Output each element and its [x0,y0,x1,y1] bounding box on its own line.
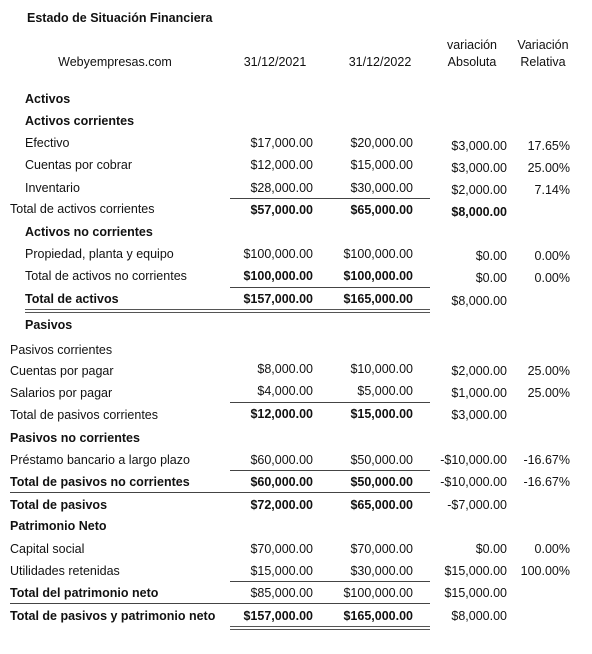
row-label-efectivo: Efectivo [25,136,70,150]
row-label-capital: Capital social [10,542,85,556]
row-2021-total-pas-no-corr: $60,000.00 [250,475,313,489]
row-2022-total-pas-no-corr: $50,000.00 [350,475,413,489]
row-abs-total-pas-corr: $3,000.00 [451,408,507,422]
row-2021-prestamo: $60,000.00 [250,453,313,467]
row-2021-total-act-corr: $57,000.00 [250,203,313,217]
section-activos: Activos [25,92,71,106]
col-header-rel-1: Variación [517,38,569,52]
row-2022-total-act-corr: $65,000.00 [350,203,413,217]
subtotal-rule [230,198,430,199]
row-2021-salarios: $4,000.00 [257,384,313,398]
row-abs-efectivo: $3,000.00 [451,139,507,153]
row-rel-efectivo: 17.65% [527,139,570,153]
row-2021-total-act-no-corr: $100,000.00 [243,269,313,283]
col-header-rel-2: Relativa [520,55,566,69]
row-abs-total-pasivos: -$7,000.00 [447,498,507,512]
total-double-rule [230,626,430,630]
subtotal-rule [230,287,430,288]
row-abs-cuentas-pagar: $2,000.00 [451,364,507,378]
subtotal-rule [230,470,430,471]
row-2022-total-pasivos: $65,000.00 [350,498,413,512]
row-2022-total-patrimonio: $100,000.00 [343,586,413,600]
row-abs-total-pas-no-corr: -$10,000.00 [440,475,507,489]
section-pasivos-no-corrientes: Pasivos no corrientes [10,431,140,445]
row-2022-inventario: $30,000.00 [350,181,413,195]
row-abs-total-act-corr: $8,000.00 [451,205,507,219]
row-label-inventario: Inventario [25,181,80,195]
row-rel-total-act-no-corr: 0.00% [534,271,570,285]
row-abs-propiedad: $0.00 [475,249,507,263]
section-pasivos: Pasivos [25,318,73,332]
row-2022-total-activos: $165,000.00 [343,292,413,306]
row-label-utilidades: Utilidades retenidas [10,564,120,578]
row-2021-propiedad: $100,000.00 [243,247,313,261]
row-label-total-pas-pat: Total de pasivos y patrimonio neto [10,609,216,623]
row-rel-total-pas-no-corr: -16.67% [523,475,570,489]
row-label-total-act-corr: Total de activos corrientes [10,202,155,216]
row-2022-efectivo: $20,000.00 [350,136,413,150]
row-2021-total-activos: $157,000.00 [243,292,313,306]
row-2022-total-act-no-corr: $100,000.00 [343,269,413,283]
row-label-total-patrimonio: Total del patrimonio neto [10,586,159,600]
row-abs-total-patrimonio: $15,000.00 [444,586,507,600]
row-2022-prestamo: $50,000.00 [350,453,413,467]
row-rel-capital: 0.00% [534,542,570,556]
row-2022-utilidades: $30,000.00 [350,564,413,578]
row-2022-cuentas-cobrar: $15,000.00 [350,158,413,172]
row-label-prestamo: Préstamo bancario a largo plazo [10,453,190,467]
row-rel-utilidades: 100.00% [520,564,570,578]
row-abs-total-pas-pat: $8,000.00 [451,609,507,623]
row-label-total-activos: Total de activos [25,292,119,306]
row-2022-cuentas-pagar: $10,000.00 [350,362,413,376]
row-abs-prestamo: -$10,000.00 [440,453,507,467]
section-activos-no-corrientes: Activos no corrientes [25,225,153,239]
subtotal-rule [230,402,430,403]
document-title: Estado de Situación Financiera [27,11,213,25]
col-header-2021: 31/12/2021 [243,55,307,69]
col-header-2022: 31/12/2022 [348,55,412,69]
row-rel-salarios: 25.00% [527,386,570,400]
row-2022-capital: $70,000.00 [350,542,413,556]
row-label-total-pas-no-corr: Total de pasivos no corrientes [10,475,190,489]
total-double-rule [25,309,430,313]
section-patrimonio-neto: Patrimonio Neto [10,519,107,533]
site-header: Webyempresas.com [58,55,172,69]
col-header-abs-1: variación [446,38,498,52]
row-2021-cuentas-pagar: $8,000.00 [257,362,313,376]
row-abs-inventario: $2,000.00 [451,183,507,197]
row-rel-cuentas-cobrar: 25.00% [527,161,570,175]
row-label-cuentas-cobrar: Cuentas por cobrar [25,158,133,172]
row-abs-total-activos: $8,000.00 [451,294,507,308]
row-rel-propiedad: 0.00% [534,249,570,263]
subtotal-rule [10,603,430,604]
row-abs-capital: $0.00 [475,542,507,556]
subtotal-rule [10,492,430,493]
row-rel-cuentas-pagar: 25.00% [527,364,570,378]
row-abs-salarios: $1,000.00 [451,386,507,400]
section-activos-corrientes: Activos corrientes [25,114,135,128]
row-2021-total-pas-corr: $12,000.00 [250,407,313,421]
row-abs-utilidades: $15,000.00 [444,564,507,578]
row-label-total-pas-corr: Total de pasivos corrientes [10,408,158,422]
row-rel-inventario: 7.14% [534,183,570,197]
row-2021-efectivo: $17,000.00 [250,136,313,150]
row-rel-prestamo: -16.67% [523,453,570,467]
row-2022-salarios: $5,000.00 [357,384,413,398]
row-2021-total-patrimonio: $85,000.00 [250,586,313,600]
row-2021-cuentas-cobrar: $12,000.00 [250,158,313,172]
row-abs-cuentas-cobrar: $3,000.00 [451,161,507,175]
row-2022-total-pas-pat: $165,000.00 [343,609,413,623]
col-header-abs-2: Absoluta [447,55,497,69]
row-2021-capital: $70,000.00 [250,542,313,556]
row-label-propiedad: Propiedad, planta y equipo [25,247,174,261]
row-2022-propiedad: $100,000.00 [343,247,413,261]
subtotal-rule [230,581,430,582]
row-2021-total-pasivos: $72,000.00 [250,498,313,512]
row-2021-utilidades: $15,000.00 [250,564,313,578]
row-2022-total-pas-corr: $15,000.00 [350,407,413,421]
row-label-salarios: Salarios por pagar [10,386,113,400]
row-label-cuentas-pagar: Cuentas por pagar [10,364,114,378]
row-abs-total-act-no-corr: $0.00 [475,271,507,285]
row-label-total-pasivos: Total de pasivos [10,498,108,512]
section-pasivos-corrientes: Pasivos corrientes [10,343,113,357]
row-label-total-act-no-corr: Total de activos no corrientes [25,269,187,283]
row-2021-total-pas-pat: $157,000.00 [243,609,313,623]
row-2021-inventario: $28,000.00 [250,181,313,195]
